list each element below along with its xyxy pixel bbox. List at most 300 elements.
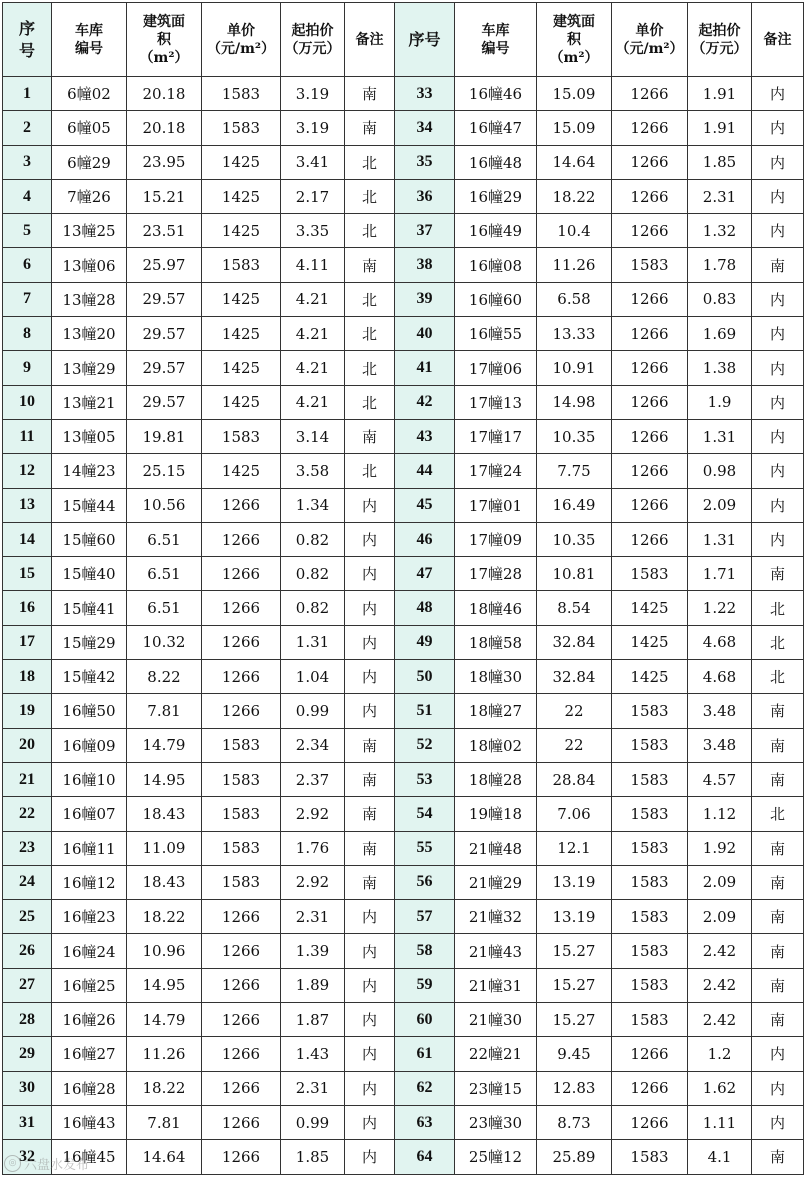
cell-start-price-right: 4.57 [688, 762, 752, 796]
cell-garage-id-left: 15幢40 [52, 557, 127, 591]
cell-start-price-right: 2.09 [688, 900, 752, 934]
cell-unit-price-right: 1583 [612, 900, 688, 934]
cell-area-right: 6.58 [537, 282, 612, 316]
cell-garage-id-right: 21幢31 [455, 968, 537, 1002]
cell-area-right: 12.83 [537, 1071, 612, 1105]
table-row [3, 248, 804, 282]
cell-note-right: 内 [752, 351, 804, 385]
cell-start-price-left: 4.21 [281, 317, 345, 351]
cell-start-price-left: 2.31 [281, 900, 345, 934]
cell-area-right: 8.54 [537, 591, 612, 625]
cell-unit-price-right: 1583 [612, 831, 688, 865]
cell-note-left: 北 [345, 179, 395, 213]
cell-note-left: 北 [345, 145, 395, 179]
cell-area-right: 16.49 [537, 488, 612, 522]
cell-unit-price-left: 1266 [202, 591, 281, 625]
cell-garage-id-right: 21幢32 [455, 900, 537, 934]
cell-index-left: 9 [3, 351, 52, 385]
cell-area-left: 19.81 [127, 419, 202, 453]
cell-note-left: 内 [345, 660, 395, 694]
table-row [3, 797, 804, 831]
cell-area-right: 12.1 [537, 831, 612, 865]
cell-start-price-right: 2.42 [688, 1003, 752, 1037]
cell-start-price-right: 1.2 [688, 1037, 752, 1071]
cell-index-right: 56 [395, 865, 455, 899]
cell-note-right: 南 [752, 1140, 804, 1174]
cell-note-left: 内 [345, 1037, 395, 1071]
cell-note-left: 内 [345, 1003, 395, 1037]
cell-garage-id-right: 17幢13 [455, 385, 537, 419]
cell-garage-id-right: 16幢48 [455, 145, 537, 179]
cell-unit-price-left: 1425 [202, 317, 281, 351]
cell-note-right: 南 [752, 557, 804, 591]
cell-garage-id-right: 17幢01 [455, 488, 537, 522]
cell-garage-id-left: 16幢23 [52, 900, 127, 934]
cell-start-price-left: 2.92 [281, 797, 345, 831]
cell-start-price-right: 2.09 [688, 865, 752, 899]
table-row [3, 385, 804, 419]
cell-area-right: 28.84 [537, 762, 612, 796]
cell-note-left: 北 [345, 317, 395, 351]
cell-unit-price-right: 1583 [612, 728, 688, 762]
cell-unit-price-right: 1266 [612, 454, 688, 488]
cell-index-right: 49 [395, 625, 455, 659]
cell-index-right: 59 [395, 968, 455, 1002]
cell-unit-price-right: 1583 [612, 934, 688, 968]
cell-index-right: 52 [395, 728, 455, 762]
cell-area-right: 14.98 [537, 385, 612, 419]
cell-start-price-left: 0.82 [281, 522, 345, 556]
cell-garage-id-right: 16幢46 [455, 77, 537, 111]
cell-start-price-left: 4.21 [281, 385, 345, 419]
cell-note-right: 内 [752, 77, 804, 111]
cell-unit-price-right: 1583 [612, 557, 688, 591]
cell-index-left: 25 [3, 900, 52, 934]
cell-start-price-left: 3.19 [281, 77, 345, 111]
cell-unit-price-left: 1583 [202, 831, 281, 865]
cell-area-left: 10.96 [127, 934, 202, 968]
cell-note-left: 北 [345, 282, 395, 316]
cell-note-right: 内 [752, 385, 804, 419]
cell-unit-price-right: 1266 [612, 522, 688, 556]
cell-unit-price-right: 1583 [612, 1003, 688, 1037]
cell-garage-id-right: 21幢43 [455, 934, 537, 968]
cell-index-right: 53 [395, 762, 455, 796]
cell-unit-price-left: 1583 [202, 762, 281, 796]
cell-garage-id-right: 16幢49 [455, 214, 537, 248]
cell-index-right: 43 [395, 419, 455, 453]
cell-start-price-right: 1.92 [688, 831, 752, 865]
cell-note-right: 南 [752, 762, 804, 796]
cell-start-price-right: 3.48 [688, 694, 752, 728]
cell-index-left: 7 [3, 282, 52, 316]
header-unit-price-right-line2: （元/m²） [615, 40, 684, 57]
cell-unit-price-right: 1266 [612, 488, 688, 522]
cell-index-left: 31 [3, 1105, 52, 1139]
cell-start-price-left: 1.04 [281, 660, 345, 694]
cell-index-right: 48 [395, 591, 455, 625]
cell-unit-price-left: 1425 [202, 385, 281, 419]
cell-note-right: 内 [752, 111, 804, 145]
cell-garage-id-left: 16幢09 [52, 728, 127, 762]
cell-start-price-right: 2.09 [688, 488, 752, 522]
cell-index-left: 28 [3, 1003, 52, 1037]
cell-garage-id-left: 15幢44 [52, 488, 127, 522]
cell-note-left: 北 [345, 214, 395, 248]
table-row [3, 900, 804, 934]
cell-area-left: 11.09 [127, 831, 202, 865]
cell-index-right: 37 [395, 214, 455, 248]
cell-garage-id-right: 21幢30 [455, 1003, 537, 1037]
cell-index-left: 26 [3, 934, 52, 968]
cell-garage-id-right: 22幢21 [455, 1037, 537, 1071]
cell-garage-id-left: 13幢28 [52, 282, 127, 316]
table-row [3, 694, 804, 728]
table-row [3, 625, 804, 659]
cell-garage-id-left: 16幢10 [52, 762, 127, 796]
cell-area-right: 15.09 [537, 77, 612, 111]
header-note-right: 备注 [752, 3, 804, 77]
cell-note-left: 北 [345, 385, 395, 419]
header-area-left-line2: 积 [157, 31, 171, 48]
cell-start-price-left: 3.14 [281, 419, 345, 453]
cell-area-left: 11.26 [127, 1037, 202, 1071]
cell-garage-id-right: 25幢12 [455, 1140, 537, 1174]
cell-garage-id-right: 19幢18 [455, 797, 537, 831]
header-start-price-left-line2: （万元） [284, 40, 341, 57]
cell-unit-price-right: 1266 [612, 111, 688, 145]
cell-area-right: 22 [537, 728, 612, 762]
header-garage-right [455, 3, 537, 77]
header-garage-left-line2: 编号 [75, 40, 103, 57]
cell-start-price-left: 1.31 [281, 625, 345, 659]
cell-area-left: 25.97 [127, 248, 202, 282]
cell-index-right: 47 [395, 557, 455, 591]
cell-note-right: 内 [752, 179, 804, 213]
table-row [3, 591, 804, 625]
cell-note-left: 南 [345, 865, 395, 899]
cell-area-left: 20.18 [127, 77, 202, 111]
cell-unit-price-right: 1266 [612, 351, 688, 385]
cell-unit-price-left: 1266 [202, 625, 281, 659]
cell-garage-id-right: 21幢48 [455, 831, 537, 865]
header-unit-price-left [202, 3, 281, 77]
cell-area-left: 7.81 [127, 694, 202, 728]
header-area-left-line3: （m²） [139, 49, 189, 66]
cell-index-left: 24 [3, 865, 52, 899]
cell-index-left: 29 [3, 1037, 52, 1071]
cell-unit-price-left: 1266 [202, 694, 281, 728]
header-unit-price-right-line1: 单价 [635, 22, 664, 39]
cell-garage-id-left: 14幢23 [52, 454, 127, 488]
cell-start-price-left: 4.21 [281, 282, 345, 316]
cell-area-left: 29.57 [127, 385, 202, 419]
cell-area-left: 14.79 [127, 1003, 202, 1037]
cell-area-right: 15.09 [537, 111, 612, 145]
table-row [3, 831, 804, 865]
header-area-left-line1: 建筑面 [143, 13, 185, 30]
cell-start-price-left: 4.21 [281, 351, 345, 385]
cell-start-price-right: 1.38 [688, 351, 752, 385]
cell-index-left: 12 [3, 454, 52, 488]
cell-index-right: 42 [395, 385, 455, 419]
cell-start-price-right: 4.1 [688, 1140, 752, 1174]
cell-start-price-left: 2.17 [281, 179, 345, 213]
cell-note-left: 内 [345, 522, 395, 556]
table-row [3, 934, 804, 968]
cell-start-price-right: 1.62 [688, 1071, 752, 1105]
cell-garage-id-left: 16幢25 [52, 968, 127, 1002]
cell-unit-price-left: 1266 [202, 934, 281, 968]
header-start-price-right-line2: （万元） [691, 40, 748, 57]
cell-area-left: 18.43 [127, 797, 202, 831]
cell-index-left: 3 [3, 145, 52, 179]
cell-index-left: 19 [3, 694, 52, 728]
cell-garage-id-right: 16幢29 [455, 179, 537, 213]
cell-area-left: 7.81 [127, 1105, 202, 1139]
cell-note-left: 内 [345, 1140, 395, 1174]
cell-garage-id-left: 16幢28 [52, 1071, 127, 1105]
cell-garage-id-left: 15幢60 [52, 522, 127, 556]
cell-area-left: 10.56 [127, 488, 202, 522]
table-row [3, 762, 804, 796]
cell-unit-price-left: 1266 [202, 1105, 281, 1139]
cell-area-left: 14.95 [127, 762, 202, 796]
cell-index-right: 63 [395, 1105, 455, 1139]
cell-garage-id-right: 17幢28 [455, 557, 537, 591]
cell-index-left: 32 [3, 1140, 52, 1174]
cell-index-left: 18 [3, 660, 52, 694]
header-garage-left-line1: 车库 [75, 22, 103, 39]
cell-area-right: 15.27 [537, 968, 612, 1002]
cell-note-right: 内 [752, 145, 804, 179]
cell-note-right: 内 [752, 454, 804, 488]
cell-garage-id-left: 13幢29 [52, 351, 127, 385]
cell-note-right: 南 [752, 934, 804, 968]
cell-start-price-left: 3.35 [281, 214, 345, 248]
cell-note-right: 南 [752, 1003, 804, 1037]
cell-unit-price-left: 1583 [202, 797, 281, 831]
cell-index-left: 20 [3, 728, 52, 762]
cell-start-price-left: 4.11 [281, 248, 345, 282]
cell-garage-id-right: 16幢08 [455, 248, 537, 282]
cell-garage-id-right: 23幢15 [455, 1071, 537, 1105]
cell-index-left: 21 [3, 762, 52, 796]
cell-unit-price-right: 1266 [612, 214, 688, 248]
cell-unit-price-right: 1583 [612, 797, 688, 831]
cell-note-right: 内 [752, 522, 804, 556]
table-row [3, 145, 804, 179]
cell-start-price-right: 1.78 [688, 248, 752, 282]
cell-unit-price-right: 1425 [612, 591, 688, 625]
cell-unit-price-right: 1266 [612, 385, 688, 419]
cell-unit-price-left: 1425 [202, 214, 281, 248]
cell-unit-price-right: 1583 [612, 694, 688, 728]
cell-start-price-right: 2.31 [688, 179, 752, 213]
cell-index-left: 22 [3, 797, 52, 831]
cell-start-price-left: 2.92 [281, 865, 345, 899]
cell-unit-price-right: 1583 [612, 762, 688, 796]
cell-index-left: 15 [3, 557, 52, 591]
cell-area-left: 6.51 [127, 557, 202, 591]
cell-note-right: 南 [752, 831, 804, 865]
cell-note-left: 北 [345, 454, 395, 488]
cell-note-left: 南 [345, 797, 395, 831]
cell-unit-price-left: 1583 [202, 111, 281, 145]
cell-area-right: 9.45 [537, 1037, 612, 1071]
cell-unit-price-right: 1266 [612, 282, 688, 316]
cell-unit-price-right: 1266 [612, 145, 688, 179]
cell-index-left: 4 [3, 179, 52, 213]
cell-garage-id-left: 16幢27 [52, 1037, 127, 1071]
cell-index-right: 34 [395, 111, 455, 145]
cell-garage-id-left: 16幢07 [52, 797, 127, 831]
cell-garage-id-left: 16幢11 [52, 831, 127, 865]
cell-start-price-left: 0.82 [281, 557, 345, 591]
table-header [3, 3, 804, 77]
header-area-right-line1: 建筑面 [553, 13, 595, 30]
cell-unit-price-left: 1266 [202, 522, 281, 556]
cell-index-right: 57 [395, 900, 455, 934]
cell-area-left: 18.43 [127, 865, 202, 899]
cell-note-left: 内 [345, 900, 395, 934]
cell-unit-price-right: 1425 [612, 660, 688, 694]
cell-garage-id-left: 6幢02 [52, 77, 127, 111]
cell-index-right: 55 [395, 831, 455, 865]
cell-start-price-left: 3.41 [281, 145, 345, 179]
cell-garage-id-left: 13幢25 [52, 214, 127, 248]
cell-area-left: 6.51 [127, 522, 202, 556]
table-row [3, 77, 804, 111]
cell-area-left: 25.15 [127, 454, 202, 488]
cell-area-left: 23.95 [127, 145, 202, 179]
cell-note-left: 南 [345, 111, 395, 145]
cell-note-right: 内 [752, 1071, 804, 1105]
cell-area-left: 6.51 [127, 591, 202, 625]
cell-area-right: 15.27 [537, 934, 612, 968]
header-area-left [127, 3, 202, 77]
cell-area-right: 8.73 [537, 1105, 612, 1139]
cell-area-left: 18.22 [127, 900, 202, 934]
cell-start-price-right: 1.69 [688, 317, 752, 351]
cell-index-left: 23 [3, 831, 52, 865]
cell-garage-id-right: 17幢24 [455, 454, 537, 488]
header-start-price-left-line1: 起拍价 [291, 22, 334, 39]
cell-unit-price-left: 1266 [202, 1071, 281, 1105]
cell-area-right: 15.27 [537, 1003, 612, 1037]
cell-area-right: 11.26 [537, 248, 612, 282]
cell-area-left: 18.22 [127, 1071, 202, 1105]
cell-area-right: 14.64 [537, 145, 612, 179]
table-row [3, 351, 804, 385]
cell-garage-id-left: 16幢12 [52, 865, 127, 899]
cell-unit-price-left: 1583 [202, 865, 281, 899]
cell-unit-price-right: 1266 [612, 1037, 688, 1071]
cell-start-price-right: 1.85 [688, 145, 752, 179]
cell-area-right: 32.84 [537, 660, 612, 694]
cell-area-right: 22 [537, 694, 612, 728]
cell-index-left: 10 [3, 385, 52, 419]
cell-start-price-right: 4.68 [688, 660, 752, 694]
cell-index-right: 36 [395, 179, 455, 213]
cell-note-left: 内 [345, 1071, 395, 1105]
header-garage-right-line2: 编号 [481, 40, 510, 57]
table-row [3, 522, 804, 556]
cell-garage-id-right: 18幢30 [455, 660, 537, 694]
cell-note-left: 南 [345, 248, 395, 282]
cell-index-left: 30 [3, 1071, 52, 1105]
cell-garage-id-right: 17幢09 [455, 522, 537, 556]
cell-note-left: 内 [345, 488, 395, 522]
cell-garage-id-right: 18幢46 [455, 591, 537, 625]
table-row [3, 1003, 804, 1037]
cell-note-left: 内 [345, 694, 395, 728]
cell-index-left: 2 [3, 111, 52, 145]
cell-start-price-right: 3.48 [688, 728, 752, 762]
table-row [3, 419, 804, 453]
cell-index-left: 13 [3, 488, 52, 522]
cell-garage-id-right: 18幢58 [455, 625, 537, 659]
cell-garage-id-left: 15幢42 [52, 660, 127, 694]
cell-unit-price-right: 1266 [612, 77, 688, 111]
cell-start-price-left: 1.89 [281, 968, 345, 1002]
cell-garage-id-left: 16幢26 [52, 1003, 127, 1037]
cell-area-left: 20.18 [127, 111, 202, 145]
header-garage-right-line1: 车库 [481, 22, 510, 39]
cell-unit-price-left: 1266 [202, 1037, 281, 1071]
cell-note-right: 北 [752, 797, 804, 831]
cell-note-left: 内 [345, 1105, 395, 1139]
cell-start-price-left: 0.99 [281, 1105, 345, 1139]
cell-garage-id-right: 17幢17 [455, 419, 537, 453]
cell-start-price-left: 0.82 [281, 591, 345, 625]
cell-garage-id-right: 16幢47 [455, 111, 537, 145]
cell-area-right: 10.4 [537, 214, 612, 248]
cell-note-right: 南 [752, 865, 804, 899]
cell-start-price-left: 2.34 [281, 728, 345, 762]
cell-note-right: 南 [752, 694, 804, 728]
cell-area-right: 13.33 [537, 317, 612, 351]
cell-area-left: 23.51 [127, 214, 202, 248]
header-note-left: 备注 [345, 3, 395, 77]
cell-note-left: 南 [345, 762, 395, 796]
cell-area-left: 29.57 [127, 282, 202, 316]
cell-index-right: 50 [395, 660, 455, 694]
table-row [3, 214, 804, 248]
cell-index-right: 58 [395, 934, 455, 968]
table-row [3, 282, 804, 316]
cell-garage-id-right: 18幢02 [455, 728, 537, 762]
cell-garage-id-left: 7幢26 [52, 179, 127, 213]
cell-note-right: 南 [752, 900, 804, 934]
header-index-left [3, 3, 52, 77]
cell-garage-id-left: 16幢24 [52, 934, 127, 968]
cell-index-right: 45 [395, 488, 455, 522]
cell-area-right: 10.91 [537, 351, 612, 385]
header-area-right-line3: （m²） [549, 49, 599, 66]
cell-unit-price-left: 1266 [202, 660, 281, 694]
cell-unit-price-left: 1266 [202, 488, 281, 522]
cell-index-left: 17 [3, 625, 52, 659]
cell-note-right: 南 [752, 248, 804, 282]
cell-start-price-right: 0.98 [688, 454, 752, 488]
cell-area-left: 15.21 [127, 179, 202, 213]
cell-area-right: 18.22 [537, 179, 612, 213]
camera-icon: ◎ [4, 1155, 21, 1172]
cell-index-right: 39 [395, 282, 455, 316]
cell-garage-id-left: 13幢20 [52, 317, 127, 351]
cell-index-right: 41 [395, 351, 455, 385]
